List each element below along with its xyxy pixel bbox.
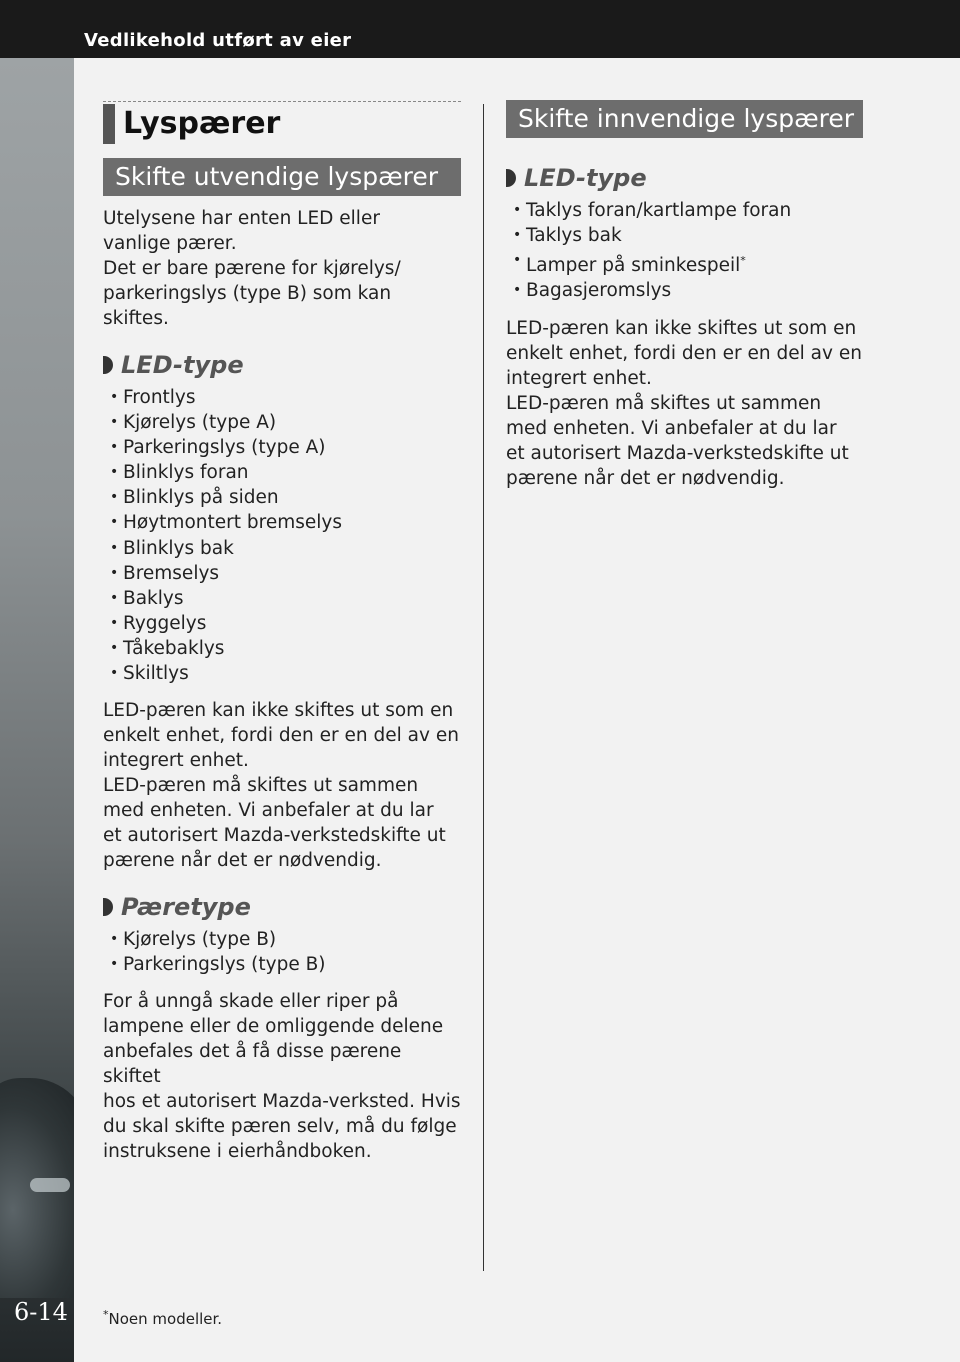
- text-line: Det er bare pærene for kjørelys/: [103, 258, 401, 279]
- intro-paragraph: [103, 206, 461, 331]
- sidebar-photo-strip: [0, 58, 74, 1362]
- led-type-heading: [103, 349, 461, 381]
- section-marker-icon: [103, 898, 113, 916]
- led-paragraph: [103, 698, 461, 873]
- list-item-text: Lamper på sminkespeil: [526, 255, 741, 277]
- list-item: • Ryggelys: [103, 611, 461, 636]
- main-heading-text: Lyspærer: [123, 106, 281, 141]
- text-line: instruksene i eierhåndboken.: [103, 1141, 372, 1163]
- text-line: med enheten. Vi anbefaler at du lar: [103, 800, 434, 822]
- text-line: integrert enhet.: [506, 367, 652, 389]
- text-line: et autorisert Mazda-verkstedskifte ut: [103, 825, 446, 847]
- text-line: LED-pæren kan ikke skiftes ut som en: [103, 700, 454, 722]
- section-marker-icon: [103, 356, 113, 374]
- text-line: et autorisert Mazda-verkstedskifte ut: [506, 442, 849, 464]
- list-item: • Blinklys foran: [103, 460, 461, 485]
- interior-bulbs-banner: Skifte innvendige lyspærer: [506, 100, 863, 138]
- bulb-type-list: [103, 927, 461, 977]
- text-line: LED-pæren må skiftes ut sammen: [103, 775, 419, 797]
- led-type-heading-text: LED-type: [121, 351, 244, 379]
- text-line: For å unngå skade eller riper på: [103, 991, 399, 1013]
- page-number: 6-14: [14, 1298, 68, 1326]
- list-item: • Taklys bak: [506, 223, 864, 248]
- interior-led-type-heading-text: LED-type: [524, 164, 647, 192]
- list-item: • Bremselys: [103, 561, 461, 586]
- text-line: hos et autorisert Mazda-verksted. Hvis: [103, 1091, 461, 1113]
- car-headlight: [30, 1178, 70, 1192]
- text-line: vanlige pærer.: [103, 233, 237, 254]
- list-item: • Kjørelys (type A): [103, 410, 461, 435]
- heading-bar: [103, 104, 115, 144]
- left-column: [103, 100, 461, 1164]
- text-line: enkelt enhet, fordi den er en del av en: [506, 342, 862, 364]
- text-line: lampene eller de omliggende delene: [103, 1016, 444, 1038]
- text-line: parkeringslys (type B) som kan skiftes.: [103, 283, 392, 329]
- list-item: • Taklys foran/kartlampe foran: [506, 198, 864, 223]
- list-item: • Blinklys på siden: [103, 485, 461, 510]
- interior-led-type-heading: [506, 162, 864, 194]
- list-item: • Parkeringslys (type A): [103, 435, 461, 460]
- list-item: • Bagasjeromslys: [506, 278, 864, 303]
- text-line: LED-pæren må skiftes ut sammen: [506, 392, 822, 414]
- asterisk-mark: *: [740, 254, 746, 268]
- list-item: [506, 248, 864, 278]
- text-line: anbefales det å få disse pærene skiftet: [103, 1041, 402, 1088]
- text-line: pærene når det er nødvendig.: [506, 467, 785, 489]
- text-line: med enheten. Vi anbefaler at du lar: [506, 417, 837, 439]
- main-heading: [103, 104, 461, 144]
- text-line: LED-pæren kan ikke skiftes ut som en: [506, 317, 857, 339]
- footnote-mark: *: [103, 1308, 109, 1321]
- interior-led-list: [506, 198, 864, 304]
- top-header-bar: [0, 0, 960, 58]
- footnote: [103, 1308, 222, 1328]
- bulb-type-heading: [103, 891, 461, 923]
- footnote-text: Noen modeller.: [108, 1310, 223, 1328]
- list-item: • Frontlys: [103, 385, 461, 410]
- list-item: • Høytmontert bremselys: [103, 510, 461, 535]
- text-line: pærene når det er nødvendig.: [103, 850, 382, 872]
- list-item: • Tåkebaklys: [103, 636, 461, 661]
- column-divider: [483, 104, 484, 1271]
- list-item: • Parkeringslys (type B): [103, 952, 461, 977]
- text-line: enkelt enhet, fordi den er en del av en: [103, 725, 459, 747]
- section-title: Vedlikehold utført av eier: [84, 30, 352, 51]
- list-item: • Blinklys bak: [103, 536, 461, 561]
- list-item: • Kjørelys (type B): [103, 927, 461, 952]
- list-item: • Skiltlys: [103, 661, 461, 686]
- section-marker-icon: [506, 169, 516, 187]
- text-line: integrert enhet.: [103, 750, 249, 772]
- list-item: • Baklys: [103, 586, 461, 611]
- text-line: Utelysene har enten LED eller: [103, 208, 380, 229]
- bulb-type-heading-text: Pæretype: [121, 893, 251, 922]
- exterior-led-list: [103, 385, 461, 686]
- interior-led-paragraph: [506, 316, 864, 491]
- right-column: [506, 100, 864, 491]
- text-line: du skal skifte pæren selv, må du følge: [103, 1116, 457, 1138]
- exterior-bulbs-banner: Skifte utvendige lyspærer: [103, 158, 461, 196]
- bulb-paragraph: [103, 989, 461, 1164]
